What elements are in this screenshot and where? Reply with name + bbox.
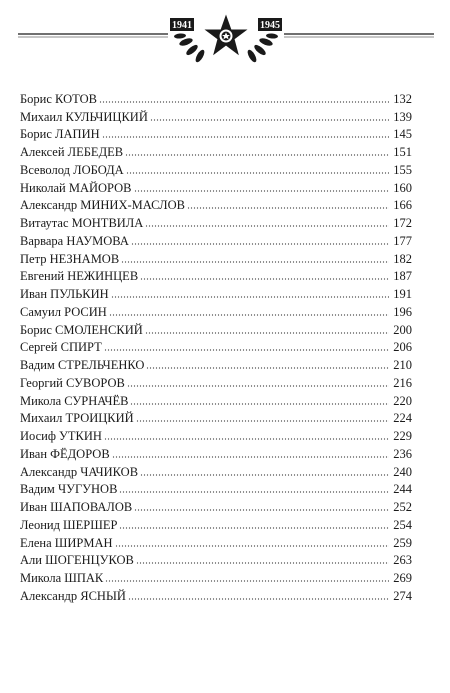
year-start-label: 1941 [172, 20, 192, 31]
toc-entry-dot-leader [121, 261, 389, 263]
toc-entry [20, 514, 412, 532]
toc-entry [20, 177, 412, 195]
toc-entry-dot-leader [134, 190, 389, 192]
toc-entry [20, 230, 412, 248]
toc-entry [20, 106, 412, 124]
toc-entry-dot-leader [105, 580, 389, 582]
toc-entry-page-number: 160 [393, 180, 412, 195]
toc-entry [20, 248, 412, 266]
toc-entry-page-number: 240 [393, 464, 412, 479]
toc-entry [20, 301, 412, 319]
toc-entry-page-number: 182 [393, 251, 412, 266]
toc-entry-dot-leader [136, 562, 389, 564]
toc-entry-page-number: 139 [393, 109, 412, 124]
toc-entry-dot-leader [140, 278, 389, 280]
toc-entry-author: Иосиф УТКИН [20, 429, 102, 443]
toc-entry-dot-leader [140, 474, 389, 476]
toc-entry-page-number: 145 [393, 127, 412, 142]
toc-entry [20, 195, 412, 213]
toc-entry-dot-leader [187, 207, 389, 209]
toc-entry-author: Елена ШИРМАН [20, 535, 113, 550]
toc-entry-dot-leader [146, 367, 389, 369]
toc-entry [20, 479, 412, 497]
toc-entry-page-number: 254 [393, 517, 412, 532]
toc-entry-author: Вадим ЧУГУНОВ [20, 482, 118, 497]
toc-entry-author: Всеволод ЛОБОДА [20, 162, 124, 177]
toc-entry-dot-leader [112, 456, 389, 458]
toc-entry-dot-leader [104, 438, 389, 440]
page-header-ornament [18, 12, 434, 64]
toc-entry [20, 585, 412, 603]
toc-entry [20, 159, 412, 177]
toc-entry-page-number: 236 [393, 446, 412, 461]
header-ornament-graphic [18, 12, 434, 64]
toc-entry-author: Евгений НЕЖИНЦЕВ [20, 269, 139, 284]
toc-entry [20, 443, 412, 461]
toc-entry [20, 372, 412, 390]
toc-entry-dot-leader [150, 119, 389, 121]
toc-entry-page-number: 263 [393, 553, 412, 568]
toc-entry-author: Борис СМОЛЕНСКИЙ [20, 322, 143, 337]
toc-entry-page-number: 177 [393, 233, 412, 248]
toc-entry-author: Александр ЯСНЫЙ [20, 588, 126, 603]
toc-entry-page-number: 200 [393, 322, 412, 337]
toc-entry [20, 88, 412, 106]
toc-entry-author: Микола СУРНАЧЁВ [20, 393, 129, 408]
toc-entry [20, 141, 412, 159]
toc-entry-author: Сергей СПИРТ [20, 340, 102, 355]
toc-entry-dot-leader [126, 172, 389, 174]
toc-entry-page-number: 269 [393, 571, 412, 585]
toc-entry-page-number: 220 [393, 393, 412, 408]
toc-entry-page-number: 252 [393, 500, 412, 514]
toc-entry-author: Витаутас МОНТВИЛА [20, 216, 144, 230]
toc-entry-author: Борис КОТОВ [20, 91, 97, 106]
toc-entry [20, 354, 412, 372]
toc-entry-dot-leader [119, 491, 389, 493]
toc-entry-author: Леонид ШЕРШЕР [20, 517, 118, 532]
toc-entry-page-number: 274 [393, 588, 412, 603]
toc-entry [20, 532, 412, 550]
toc-entry-page-number: 155 [393, 162, 412, 177]
toc-entry-dot-leader [109, 314, 389, 316]
toc-entry-page-number: 187 [393, 269, 412, 284]
toc-entry-author: Борис ЛАПИН [20, 127, 100, 142]
toc-entry-author: Самуил РОСИН [20, 304, 107, 319]
toc-entry-page-number: 259 [393, 535, 412, 550]
toc-entry-author: Варвара НАУМОВА [20, 233, 129, 248]
toc-entry-author: Петр НЕЗНАМОВ [20, 251, 120, 266]
toc-entry [20, 212, 412, 230]
toc-entry [20, 124, 412, 142]
toc-entry-page-number: 151 [393, 145, 412, 159]
toc-entry-page-number: 206 [393, 340, 412, 355]
toc-entry [20, 461, 412, 479]
toc-entry-page-number: 224 [393, 411, 412, 426]
toc-entry-author: Алексей ЛЕБЕДЕВ [20, 145, 124, 159]
toc-entry-dot-leader [128, 598, 389, 600]
toc-entry [20, 496, 412, 514]
toc-entry-author: Али ШОГЕНЦУКОВ [20, 553, 134, 568]
toc-entry [20, 283, 412, 301]
toc-entry-page-number: 166 [393, 198, 412, 213]
toc-entry-dot-leader [111, 296, 389, 298]
toc-entry-dot-leader [130, 403, 389, 405]
toc-entry-dot-leader [145, 332, 389, 334]
year-end-label: 1945 [260, 20, 280, 31]
toc-entry [20, 408, 412, 426]
toc-entry-page-number: 132 [393, 91, 412, 106]
toc-entry [20, 550, 412, 568]
toc-entry-author: Иван ШАПОВАЛОВ [20, 500, 133, 514]
toc-entry-author: Микола ШПАК [20, 571, 104, 585]
toc-entry-page-number: 191 [393, 287, 412, 301]
toc-entry [20, 567, 412, 585]
toc-entry-dot-leader [102, 136, 389, 138]
toc-entry [20, 319, 412, 337]
toc-entry-author: Михаил ТРОИЦКИЙ [20, 411, 134, 426]
toc-entry [20, 425, 412, 443]
toc-entry-dot-leader [104, 349, 389, 351]
toc-entry-author: Георгий СУВОРОВ [20, 375, 125, 390]
toc-entry-dot-leader [119, 527, 389, 529]
toc-entry-page-number: 172 [393, 216, 412, 230]
toc-entry-author: Николай МАЙОРОВ [20, 180, 132, 195]
toc-entry-dot-leader [99, 101, 389, 103]
toc-entry-author: Михаил КУЛЬЧИЦКИЙ [20, 109, 148, 124]
toc-entry [20, 337, 412, 355]
toc-entry-author: Александр ЧАЧИКОВ [20, 464, 139, 479]
toc-entry-author: Иван ПУЛЬКИН [20, 287, 109, 301]
toc-entry-dot-leader [136, 420, 389, 422]
toc-entry-author: Александр МИНИХ-МАСЛОВ [20, 198, 186, 213]
toc-entry-page-number: 229 [393, 429, 412, 443]
toc-entry-page-number: 244 [393, 482, 412, 497]
toc-entry-dot-leader [115, 545, 389, 547]
toc-entry [20, 266, 412, 284]
toc-entry-page-number: 216 [393, 375, 412, 390]
toc-entry-dot-leader [131, 243, 389, 245]
toc-entry-dot-leader [127, 385, 389, 387]
toc-entry-page-number: 196 [393, 304, 412, 319]
table-of-contents [20, 88, 412, 603]
toc-entry [20, 390, 412, 408]
toc-entry-page-number: 210 [393, 358, 412, 372]
toc-entry-author: Вадим СТРЕЛЬЧЕНКО [20, 358, 145, 372]
toc-entry-dot-leader [134, 509, 389, 511]
toc-entry-author: Иван ФЁДОРОВ [20, 446, 110, 461]
toc-entry-dot-leader [145, 225, 389, 227]
toc-entry-dot-leader [125, 154, 389, 156]
